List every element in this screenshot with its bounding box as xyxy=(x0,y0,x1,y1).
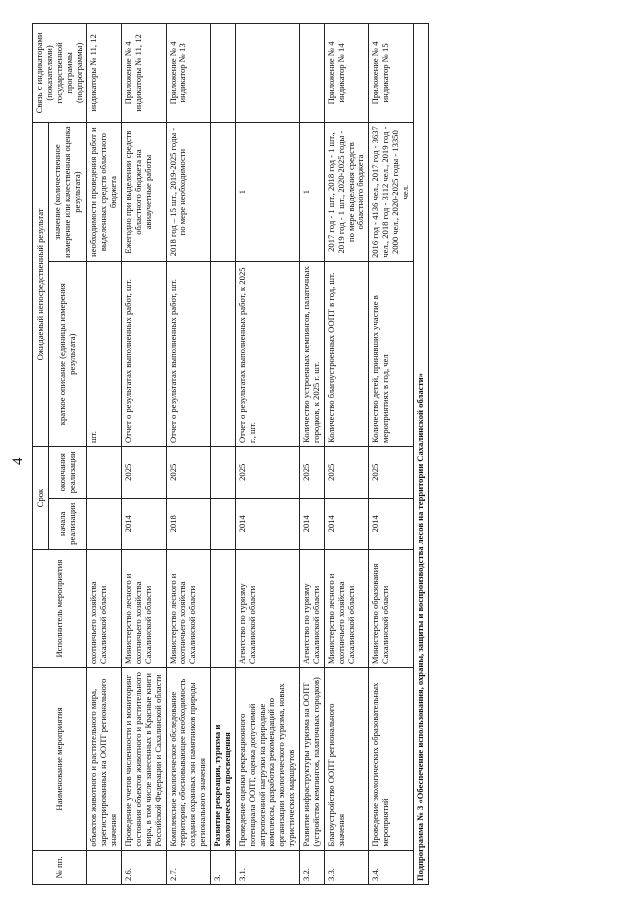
row-executor: Агентство по туризму Сахалинской области xyxy=(235,550,299,668)
row-desc: Количество детей, принявших участие в мероприятиях в год, чел xyxy=(369,262,414,447)
col-term-start: начала реализации xyxy=(49,498,87,550)
row-desc xyxy=(211,262,236,447)
row-name: Комплексное экологическое обследование территории, обосновывающее необходимость создания охранных зон памятников природы регионального значения xyxy=(166,668,211,851)
table-row xyxy=(300,24,325,885)
row-link: Приложение № 4 индикатор № 14 xyxy=(324,24,369,123)
row-end: 2025 xyxy=(235,447,299,499)
header-row-1 xyxy=(33,24,49,885)
row-num: 3.2. xyxy=(300,850,325,884)
row-name: Благоустройство ООПТ регионального значения xyxy=(324,668,369,851)
col-executor: Исполнитель мероприятия xyxy=(33,550,87,668)
table-row xyxy=(211,24,236,885)
col-link: Связь с индикаторами (показателями) государственной программы (подпрограммы) xyxy=(33,24,87,123)
row-start xyxy=(87,498,122,550)
row-num: 3.1. xyxy=(235,850,299,884)
row-start: 2014 xyxy=(122,498,167,550)
row-link xyxy=(211,24,236,123)
row-executor: Министерство лесного и охотничьего хозяйства Сахалинской области xyxy=(122,550,167,668)
subprogram-title: Подпрограмма № 3 «Обеспечение использования, охраны, защиты и воспроизводства лесов на территории Сахалинской области» xyxy=(413,24,428,885)
col-result-desc: краткое описание (единицы измерения результата) xyxy=(49,262,87,447)
col-result-value: значение (количественное измерение или качественная оценка результата) xyxy=(49,122,87,262)
subprogram-row xyxy=(413,24,428,885)
table-row xyxy=(235,24,299,885)
row-num xyxy=(87,850,122,884)
row-start: 2018 xyxy=(166,498,211,550)
col-term: Срок xyxy=(33,447,49,550)
row-desc: Отчет о результатах выполненных работ, шт. xyxy=(122,262,167,447)
row-num: 3.4. xyxy=(369,850,414,884)
table-row xyxy=(166,24,211,885)
row-end: 2025 xyxy=(324,447,369,499)
row-link: индикаторы № 11, 12 xyxy=(87,24,122,123)
row-value: Ежегодно при выделении средств областного бюджета на авиаучетные работы xyxy=(122,122,167,262)
row-value: 2018 год – 15 шт., 2019-2025 годы - по мере необходимости xyxy=(166,122,211,262)
row-executor: охотничьего хозяйства Сахалинской области xyxy=(87,550,122,668)
table-row xyxy=(87,24,122,885)
row-link xyxy=(235,24,299,123)
row-start: 2014 xyxy=(324,498,369,550)
row-num: 3. xyxy=(211,850,236,884)
col-term-end: окончания реализации xyxy=(49,447,87,499)
row-link: Приложение № 4 индикаторы № 11, 12 xyxy=(122,24,167,123)
row-executor xyxy=(211,550,236,668)
row-link: Приложение № 4 индикатор № 15 xyxy=(369,24,414,123)
row-desc: Отчет о результатах выполненных работ, шт. xyxy=(166,262,211,447)
row-num: 3.3. xyxy=(324,850,369,884)
row-value: 2017 год - 1 шт., 2018 год - 1 шт., 2019 год - 1 шт., 2020-2025 годы - по мере выделения средств областного бюджета xyxy=(324,122,369,262)
row-value xyxy=(211,122,236,262)
page-number: 4 xyxy=(10,457,26,465)
row-name: объектов животного и растительного мира, зарегистрированных на ООПТ регионального значения xyxy=(87,668,122,851)
row-end: 2025 xyxy=(300,447,325,499)
row-name: Проведение оценки рекреационного потенциала ООПТ, оценка допустимой антропогенной нагрузки на природные комплексы, разработка рекомендаций по организации экологического туризма, новых туристических маршрутов xyxy=(235,668,299,851)
row-name: Развитие инфраструктуры туризма на ООПТ (устройство кемпингов, палаточных городков) xyxy=(300,668,325,851)
table-row xyxy=(324,24,369,885)
row-start: 2014 xyxy=(300,498,325,550)
row-name: Проведение учетов численности и мониторинг состояния объектов животного и растительного мира, в том числе занесенных в Красные книги Российской Федерации и Сахалинской области xyxy=(122,668,167,851)
row-end xyxy=(87,447,122,499)
row-end xyxy=(211,447,236,499)
row-value: 1 xyxy=(235,122,299,262)
col-name: Наименование мероприятия xyxy=(33,668,87,851)
row-link: Приложение № 4 индикатор № 13 xyxy=(166,24,211,123)
row-start xyxy=(211,498,236,550)
row-executor: Министерство образования Сахалинской области xyxy=(369,550,414,668)
row-executor: Министерство лесного и охотничьего хозяйства Сахалинской области xyxy=(166,550,211,668)
row-desc: Отчет о результатах выполненных работ, к 2025 г., шт. xyxy=(235,262,299,447)
col-num: № пп. xyxy=(33,850,87,884)
row-desc: Количество устроенных кемпингов, палаточных городков, к 2025 г. шт. xyxy=(300,262,325,447)
row-desc: шт. xyxy=(87,262,122,447)
row-name: Проведение экологических образовательных мероприятий xyxy=(369,668,414,851)
table-row xyxy=(369,24,414,885)
row-value: 1 xyxy=(300,122,325,262)
row-value: 2016 год - 4136 чел., 2017 год - 3637 чел., 2018 год - 3112 чел., 2019 год - 2000 чел., 2020-2025 годы - 13350 чел. xyxy=(369,122,414,262)
col-result: Ожидаемый непосредственный результат xyxy=(33,122,49,446)
row-start: 2014 xyxy=(235,498,299,550)
row-name: Развитие рекреации, туризма и экологического просвещения xyxy=(211,668,236,851)
row-start: 2014 xyxy=(369,498,414,550)
row-value: необходимости проведения работ и выделенных средств областного бюджета xyxy=(87,122,122,262)
table-row xyxy=(122,24,167,885)
measures-table xyxy=(32,23,429,885)
row-executor: Агентство по туризму Сахалинской области xyxy=(300,550,325,668)
row-end: 2025 xyxy=(369,447,414,499)
row-executor: Министерство лесного и охотничьего хозяйства Сахалинской области xyxy=(324,550,369,668)
row-num: 2.6. xyxy=(122,850,167,884)
row-end: 2025 xyxy=(166,447,211,499)
row-end: 2025 xyxy=(122,447,167,499)
row-desc: Количество благоустроенных ООПТ в год, шт. xyxy=(324,262,369,447)
row-link xyxy=(300,24,325,123)
row-num: 2.7. xyxy=(166,850,211,884)
